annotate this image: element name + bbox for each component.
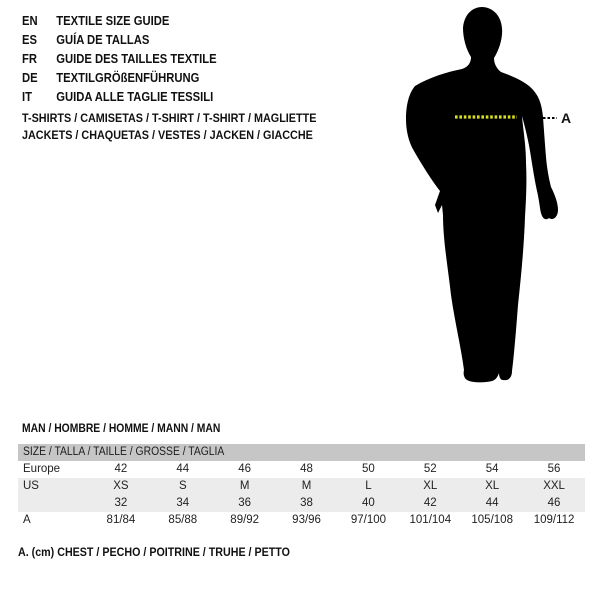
table-cell: 48 <box>300 463 313 475</box>
table-cell: 40 <box>362 497 375 509</box>
category-line: JACKETS / CHAQUETAS / VESTES / JACKEN / GIACCHE <box>22 128 313 142</box>
table-cell: 46 <box>238 463 252 475</box>
table-cell: 56 <box>547 463 561 475</box>
size-table-header <box>18 444 585 461</box>
table-cell: 34 <box>176 497 190 509</box>
chest-footnote: A. (cm) CHEST / PECHO / POITRINE / TRUHE / PETTO <box>18 547 290 559</box>
table-cell: 109/112 <box>533 514 575 526</box>
row-label <box>18 495 90 512</box>
table-cell: 93/96 <box>292 514 321 526</box>
category-line: T-SHIRTS / CAMISETAS / T-SHIRT / T-SHIRT / MAGLIETTE <box>22 111 317 125</box>
row-label: A <box>23 514 31 526</box>
table-cell: 81/84 <box>106 514 136 526</box>
size-table <box>18 444 585 529</box>
table-cell: 44 <box>485 497 499 509</box>
row-label: US <box>23 480 39 492</box>
table-cell: 54 <box>485 463 499 475</box>
table-cell: 32 <box>114 497 128 509</box>
size-table-header-label: SIZE / TALLA / TAILLE / GRÖSSE / TAGLIA <box>23 446 225 458</box>
table-cell: XS <box>113 480 129 492</box>
language-list <box>22 12 238 107</box>
table-row <box>18 461 585 478</box>
table-cell: 105/108 <box>471 514 513 526</box>
table-row <box>18 495 585 512</box>
measure-label-a: A <box>561 110 572 126</box>
language-label: GUIDE DES TAILLES TEXTILE <box>56 52 217 66</box>
section-title-man: MAN / HOMBRE / HOMME / MANN / MAN <box>22 423 221 435</box>
table-cell: XL <box>485 480 500 492</box>
table-cell: 44 <box>176 463 190 475</box>
language-code: ES <box>22 33 38 47</box>
language-label: GUIDA ALLE TAGLIE TESSILI <box>56 90 214 104</box>
language-row <box>22 31 217 50</box>
language-label: GUÍA DE TALLAS <box>56 33 150 47</box>
table-cell: S <box>178 480 187 492</box>
language-code: EN <box>22 14 38 28</box>
table-cell: XL <box>423 480 438 492</box>
table-cell: M <box>301 480 312 492</box>
table-cell: 52 <box>423 463 437 475</box>
man-silhouette <box>406 7 558 382</box>
language-row <box>22 88 217 107</box>
category-list <box>22 110 349 144</box>
size-table-body <box>18 461 585 529</box>
language-code: DE <box>22 71 38 85</box>
table-row <box>18 512 585 529</box>
table-cell: 89/92 <box>230 514 260 526</box>
table-cell: 38 <box>300 497 313 509</box>
language-row <box>22 12 217 31</box>
language-label: TEXTILE SIZE GUIDE <box>56 14 170 28</box>
man-silhouette-svg <box>402 5 577 395</box>
language-code: FR <box>22 52 38 66</box>
table-cell: XXL <box>543 480 565 492</box>
table-cell: 36 <box>238 497 252 509</box>
language-row <box>22 50 217 69</box>
table-cell: L <box>365 480 372 492</box>
language-label: TEXTILGRÖßENFÜHRUNG <box>56 71 200 85</box>
table-cell: 97/100 <box>350 514 387 526</box>
man-figure <box>402 5 577 395</box>
table-cell: 50 <box>362 463 375 475</box>
table-cell: 42 <box>423 497 437 509</box>
table-cell: 46 <box>547 497 561 509</box>
table-cell: 85/88 <box>168 514 198 526</box>
row-label: Europe <box>23 463 61 475</box>
table-cell: 42 <box>114 463 128 475</box>
language-row <box>22 69 217 88</box>
table-cell: M <box>239 480 250 492</box>
language-code: IT <box>22 90 32 104</box>
table-cell: 101/104 <box>409 514 452 526</box>
table-row <box>18 478 585 495</box>
